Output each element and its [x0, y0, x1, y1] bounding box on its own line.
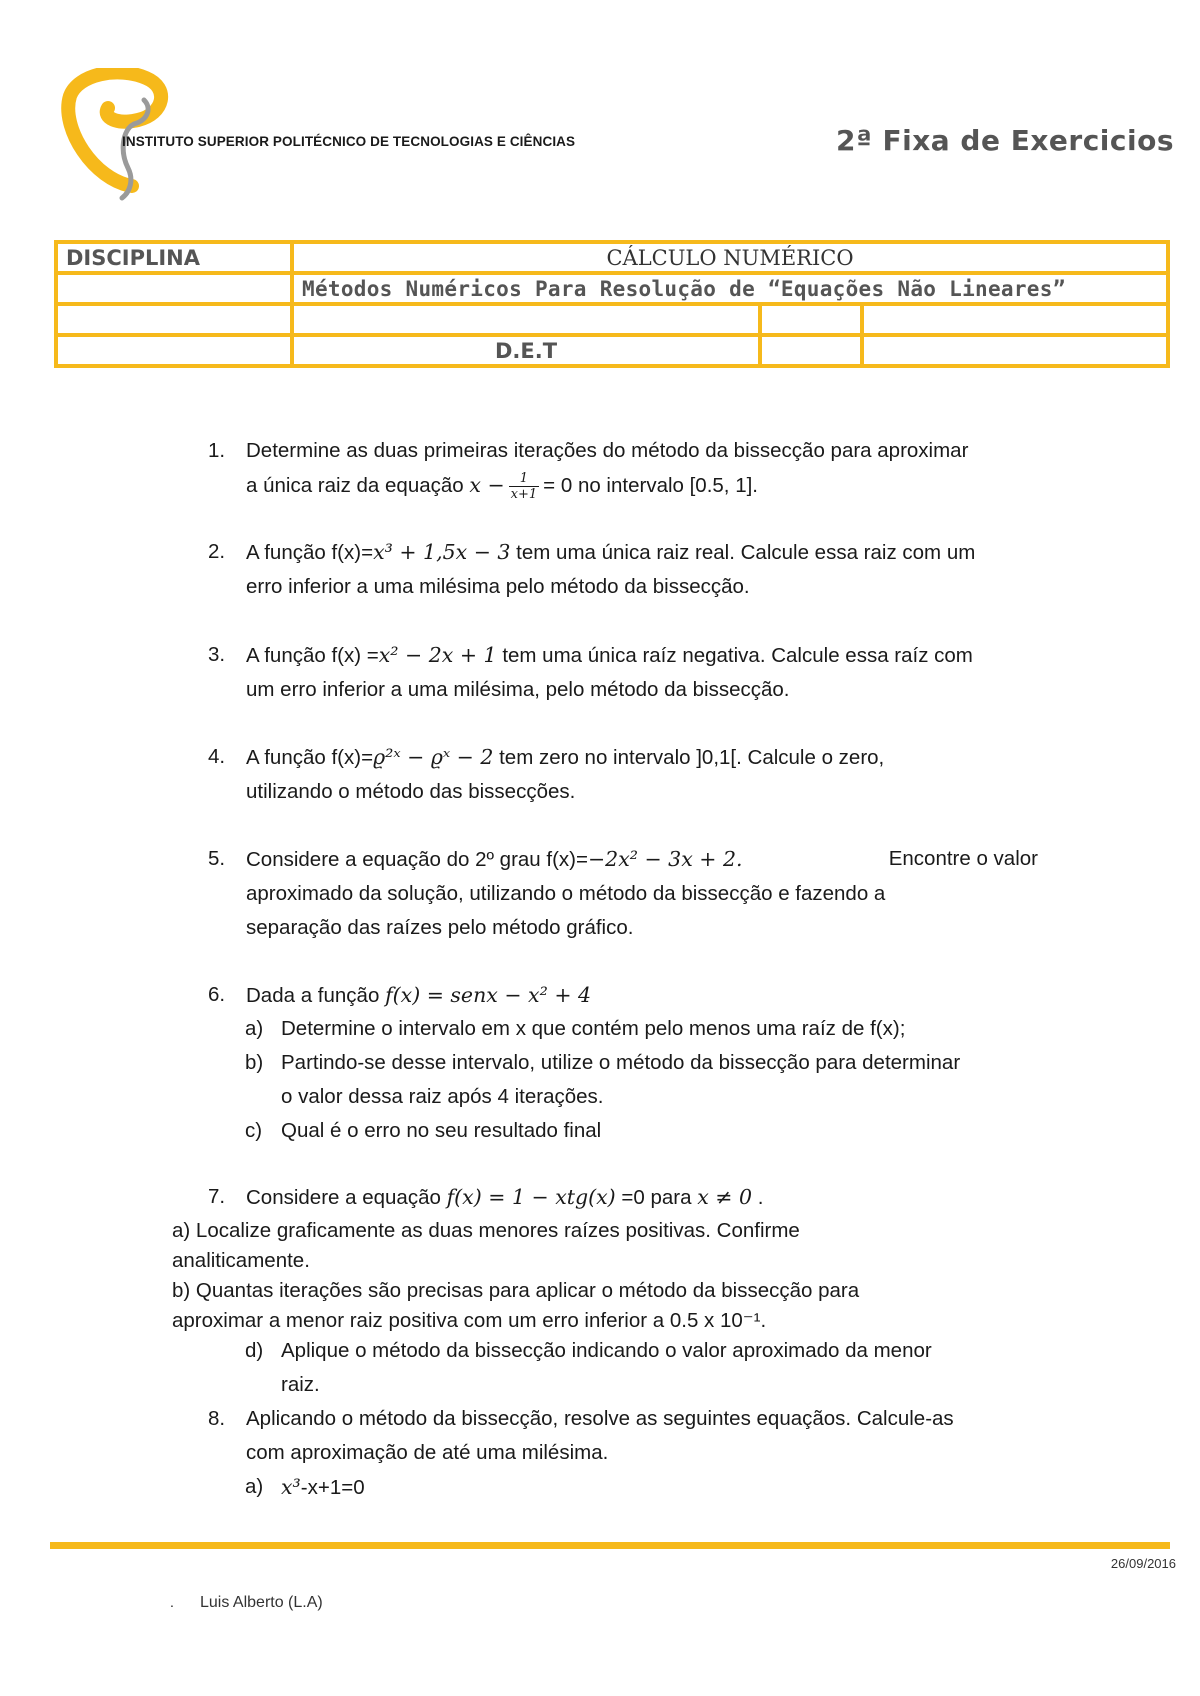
equation: 𝑓(𝑥) = 𝑠𝑒𝑛𝑥 − 𝑥² + 4 — [385, 983, 592, 1007]
author-name: Luis Alberto (L.A) — [200, 1594, 323, 1611]
question-6-part-b: b) Partindo-se desse intervalo, utilize o método da bissecção para determinar o valor dessa raiz após 4 iterações. — [245, 1051, 961, 1108]
question-8-part-a: a) 𝑥³-x+1=0 — [245, 1475, 365, 1499]
question-7-part-a: a) Localize graficamente as duas menores raízes positivas. Confirme analiticamente. — [172, 1219, 800, 1272]
subject-name: CÁLCULO NUMÉRICO — [292, 242, 1168, 273]
question-number: 4. — [208, 745, 226, 768]
question-text: Dada a função 𝑓(𝑥) = 𝑠𝑒𝑛𝑥 − 𝑥² + 4 — [246, 983, 592, 1007]
discipline-label: DISCIPLINA — [56, 242, 292, 273]
question-text: A função f(x)=𝜚²ˣ − 𝜚ˣ − 2 tem zero no intervalo ]0,1[. Calcule o zero, — [246, 745, 885, 769]
fraction: $\frac{1}{\text{𝑥+1}}$ — [510, 471, 538, 503]
question-6-part-c: c) Qual é o erro no seu resultado final — [245, 1119, 602, 1142]
question-2 — [208, 535, 1038, 604]
question-text: Considere a equação do 2º grau f(x)=−2𝑥² − 3𝑥 + 2. Encontre o valor — [246, 847, 1038, 871]
question-5 — [208, 842, 1038, 945]
question-text: a única raiz da equação 𝑥 − $\frac{1}{\text{𝑥+1}}$ = 0 no intervalo [0.5, 1]. — [246, 471, 758, 503]
question-7-part-b: b) Quantas iterações são precisas para aplicar o método da bissecção para aproximar a menor raiz positiva com um erro inferior a 0.5 x 10⁻¹. — [172, 1279, 860, 1332]
equation: −2𝑥² − 3𝑥 + 2. — [587, 847, 743, 871]
question-number: 8. — [208, 1407, 226, 1430]
equation: 𝑥³ — [281, 1475, 301, 1499]
footer-bullet: . — [170, 1594, 174, 1610]
question-number: 3. — [208, 643, 226, 666]
question-number: 1. — [208, 439, 226, 462]
question-6-part-a: a) Determine o intervalo em x que contém pelo menos uma raíz de f(x); — [245, 1017, 906, 1040]
question-text: aproximado da solução, utilizando o método da bissecção e fazendo a — [246, 882, 886, 905]
document-title: 2ª Fixa de Exercicios — [835, 124, 1174, 157]
footer-divider — [50, 1542, 1170, 1549]
equation: 𝑥 − — [469, 473, 505, 497]
question-text: Considere a equação 𝑓(𝑥) = 1 − 𝑥𝑡𝑔(𝑥) =0 para 𝑥 ≠ 0 . — [246, 1185, 764, 1209]
equation: 𝑥³ + 1,5𝑥 − 3 — [373, 540, 511, 564]
institution-name: INSTITUTO SUPERIOR POLITÉCNICO DE TECNOLOGIAS E CIÊNCIAS — [122, 134, 576, 149]
question-text: utilizando o método das bissecções. — [246, 780, 576, 803]
question-7 — [208, 1180, 1038, 1215]
question-number: 5. — [208, 847, 226, 870]
question-8 — [208, 1402, 1038, 1470]
question-number: 7. — [208, 1185, 226, 1208]
question-text: erro inferior a uma milésima pelo método da bissecção. — [246, 575, 750, 598]
equation: 𝜚²ˣ − 𝜚ˣ − 2 — [373, 745, 494, 769]
question-text: Aplicando o método da bissecção, resolve as seguintes equaçãos. Calcule-as — [246, 1407, 954, 1430]
question-text: A função f(x)=𝑥³ + 1,5𝑥 − 3 tem uma única raiz real. Calcule essa raiz com um — [246, 540, 976, 564]
question-3 — [208, 638, 1038, 707]
question-number: 2. — [208, 540, 226, 563]
question-7-part-d: d) Aplique o método da bissecção indicando o valor aproximado da menor raiz. — [245, 1339, 932, 1396]
question-6 — [208, 978, 1038, 1013]
topic-title: Métodos Numéricos Para Resolução de “Equações Não Lineares” — [292, 273, 1168, 304]
question-text: A função f(x) =𝑥² − 2𝑥 + 1 tem uma única raíz negativa. Calcule essa raíz com — [246, 643, 973, 667]
department: D.E.T — [292, 335, 760, 366]
question-text: com aproximação de até uma milésima. — [246, 1441, 609, 1464]
question-4 — [208, 740, 1038, 809]
document-date: 26/09/2016 — [1110, 1556, 1176, 1571]
question-1 — [208, 434, 1038, 503]
equation: 𝑓(𝑥) = 1 − 𝑥𝑡𝑔(𝑥) — [446, 1185, 616, 1209]
question-text: Determine as duas primeiras iterações do método da bissecção para aproximar — [246, 439, 969, 462]
equation: 𝑥² − 2𝑥 + 1 — [378, 643, 497, 667]
question-text: separação das raízes pelo método gráfico. — [246, 916, 634, 939]
question-number: 6. — [208, 983, 226, 1006]
question-text: um erro inferior a uma milésima, pelo método da bissecção. — [246, 678, 790, 701]
